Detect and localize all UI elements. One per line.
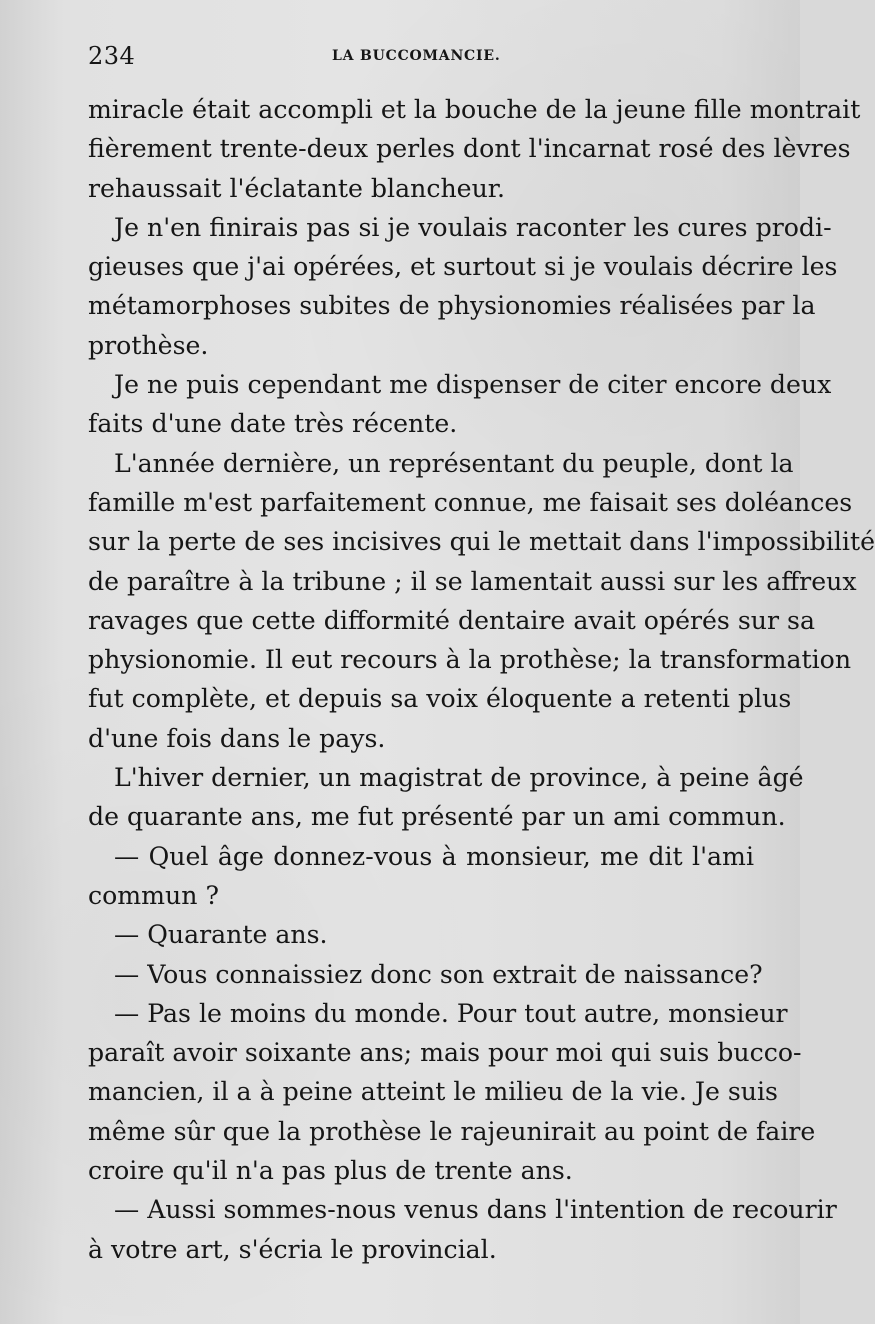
text-line: — Quel âge donnez-vous à monsieur, me dit l'ami [114,841,754,871]
text-line: prothèse. [88,330,209,360]
text-line: gieuses que j'ai opérées, et surtout si je voulais décrire les [88,252,838,282]
text-line: d'une fois dans le pays. [88,723,386,753]
text-line: de paraître à la tribune ; il se lamentait aussi sur les affreux [88,566,857,596]
text-line: physionomie. Il eut recours à la prothèse; la transformation [88,645,852,675]
text-line: rehaussait l'éclatante blancheur. [88,173,506,203]
text-line: sur la perte de ses incisives qui le mettait dans l'impossibilité [88,527,875,557]
text-line: fut complète, et depuis sa voix éloquente a retenti plus [88,684,792,714]
text-line: famille m'est parfaitement connue, me faisait ses doléances [88,487,853,517]
text-line: paraît avoir soixante ans; mais pour moi qui suis bucco- [88,1038,802,1068]
text-line: L'hiver dernier, un magistrat de province, à peine âgé [114,763,804,793]
text-line: Je n'en finirais pas si je voulais raconter les cures prodi- [114,212,832,242]
running-head [88,42,754,76]
text-line: croire qu'il n'a pas plus de trente ans. [88,1156,573,1186]
text-line: L'année dernière, un représentant du peuple, dont la [114,448,794,478]
text-line: mancien, il a à peine atteint le milieu de la vie. Je suis [88,1077,778,1107]
page-number: 234 [88,42,136,70]
text-line: — Aussi sommes-nous venus dans l'intention de recourir [114,1195,837,1225]
body-text [88,90,875,1269]
running-title: LA BUCCOMANCIE. [332,48,501,64]
text-line: même sûr que la prothèse le rajeunirait au point de faire [88,1116,816,1146]
text-line: de quarante ans, me fut présenté par un ami commun. [88,802,786,832]
text-line: à votre art, s'écria le provincial. [88,1234,497,1264]
text-line: — Vous connaissiez donc son extrait de naissance? [114,959,763,989]
text-line: — Pas le moins du monde. Pour tout autre, monsieur [114,998,788,1028]
text-line: miracle était accompli et la bouche de la jeune fille montrait [88,95,861,124]
text-line: faits d'une date très récente. [88,409,458,439]
text-line: ravages que cette difformité dentaire avait opérés sur sa [88,605,815,635]
text-line: Je ne puis cependant me dispenser de citer encore deux [114,370,832,400]
text-line: métamorphoses subites de physionomies réalisées par la [88,291,816,321]
text-line: commun ? [88,880,219,910]
text-line: fièrement trente-deux perles dont l'incarnat rosé des lèvres [88,134,851,164]
text-line: — Quarante ans. [114,920,328,950]
